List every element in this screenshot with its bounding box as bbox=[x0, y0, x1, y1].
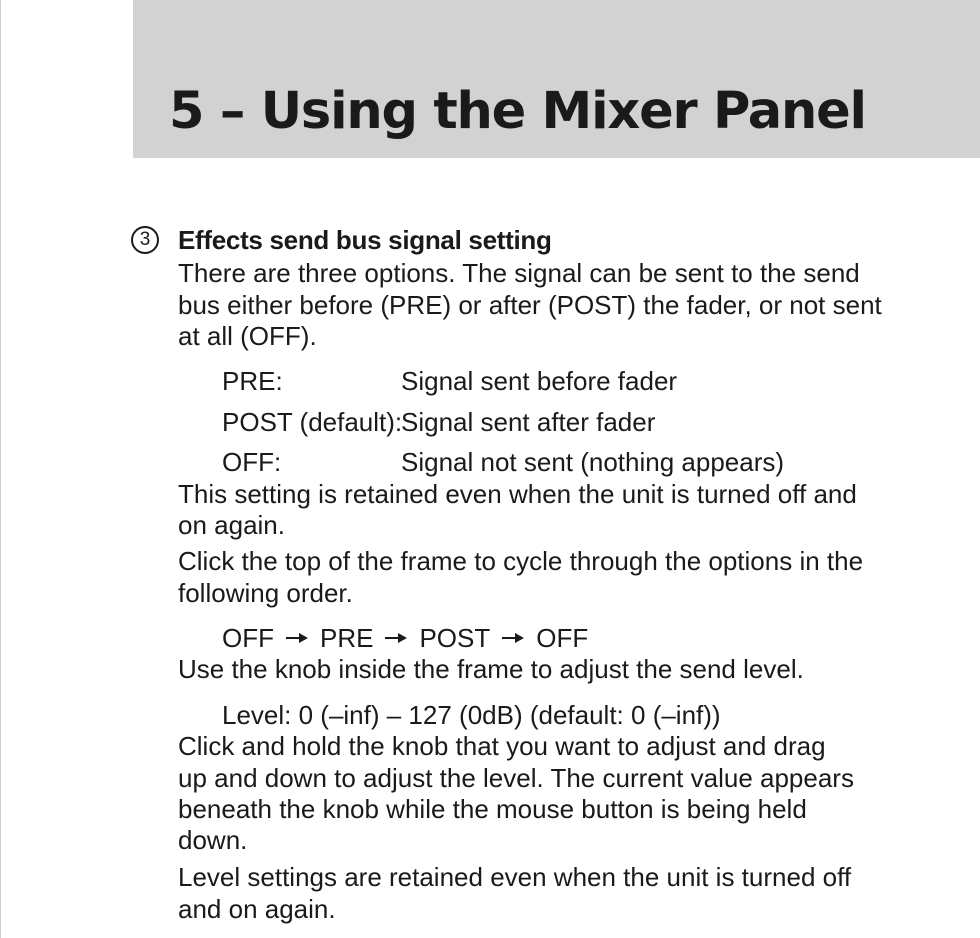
option-pre-name: PRE: bbox=[222, 366, 283, 396]
drag-instruction-line-4: down. bbox=[178, 825, 248, 855]
cycle-order-sequence bbox=[222, 622, 588, 654]
intro-line-2: bus either before (PRE) or after (POST) the fader, or not sent bbox=[178, 290, 882, 320]
cycle-step-off: OFF bbox=[222, 623, 274, 653]
right-arrow-icon bbox=[502, 633, 524, 643]
cycle-instruction-line-2: following order. bbox=[178, 578, 353, 608]
option-off-name: OFF: bbox=[222, 447, 282, 477]
option-pre-description: Signal sent before fader bbox=[401, 366, 678, 396]
level-retained-note-line-2: and on again. bbox=[178, 894, 336, 924]
cycle-instruction-line-1: Click the top of the frame to cycle through the options in the bbox=[178, 546, 864, 576]
cycle-step-pre: PRE bbox=[320, 623, 374, 653]
knob-instruction: Use the knob inside the frame to adjust the send level. bbox=[178, 654, 804, 684]
section-heading: Effects send bus signal setting bbox=[178, 225, 552, 255]
drag-instruction-line-2: up and down to adjust the level. The current value appears bbox=[178, 763, 854, 793]
intro-line-3: at all (OFF). bbox=[178, 321, 317, 351]
level-range: Level: 0 (–inf) – 127 (0dB) (default: 0 (–inf)) bbox=[222, 700, 721, 730]
drag-instruction-line-3: beneath the knob while the mouse button is being held bbox=[178, 794, 807, 824]
section-number-circle: 3 bbox=[131, 226, 159, 254]
cycle-step-post: POST bbox=[419, 623, 491, 653]
option-post-description: Signal sent after fader bbox=[401, 407, 656, 437]
chapter-title: 5 – Using the Mixer Panel bbox=[169, 82, 866, 141]
drag-instruction-line-1: Click and hold the knob that you want to adjust and drag bbox=[178, 731, 826, 761]
intro-line-1: There are three options. The signal can be sent to the send bbox=[178, 258, 860, 288]
right-arrow-icon bbox=[286, 633, 308, 643]
cycle-step-off-final: OFF bbox=[536, 623, 589, 653]
retained-note-line-1: This setting is retained even when the unit is turned off and bbox=[178, 479, 857, 509]
retained-note-line-2: on again. bbox=[178, 510, 285, 540]
level-retained-note-line-1: Level settings are retained even when the unit is turned off bbox=[178, 862, 852, 892]
option-post-name: POST (default): bbox=[222, 407, 403, 437]
option-off-description: Signal not sent (nothing appears) bbox=[401, 447, 785, 477]
right-arrow-icon bbox=[385, 633, 407, 643]
